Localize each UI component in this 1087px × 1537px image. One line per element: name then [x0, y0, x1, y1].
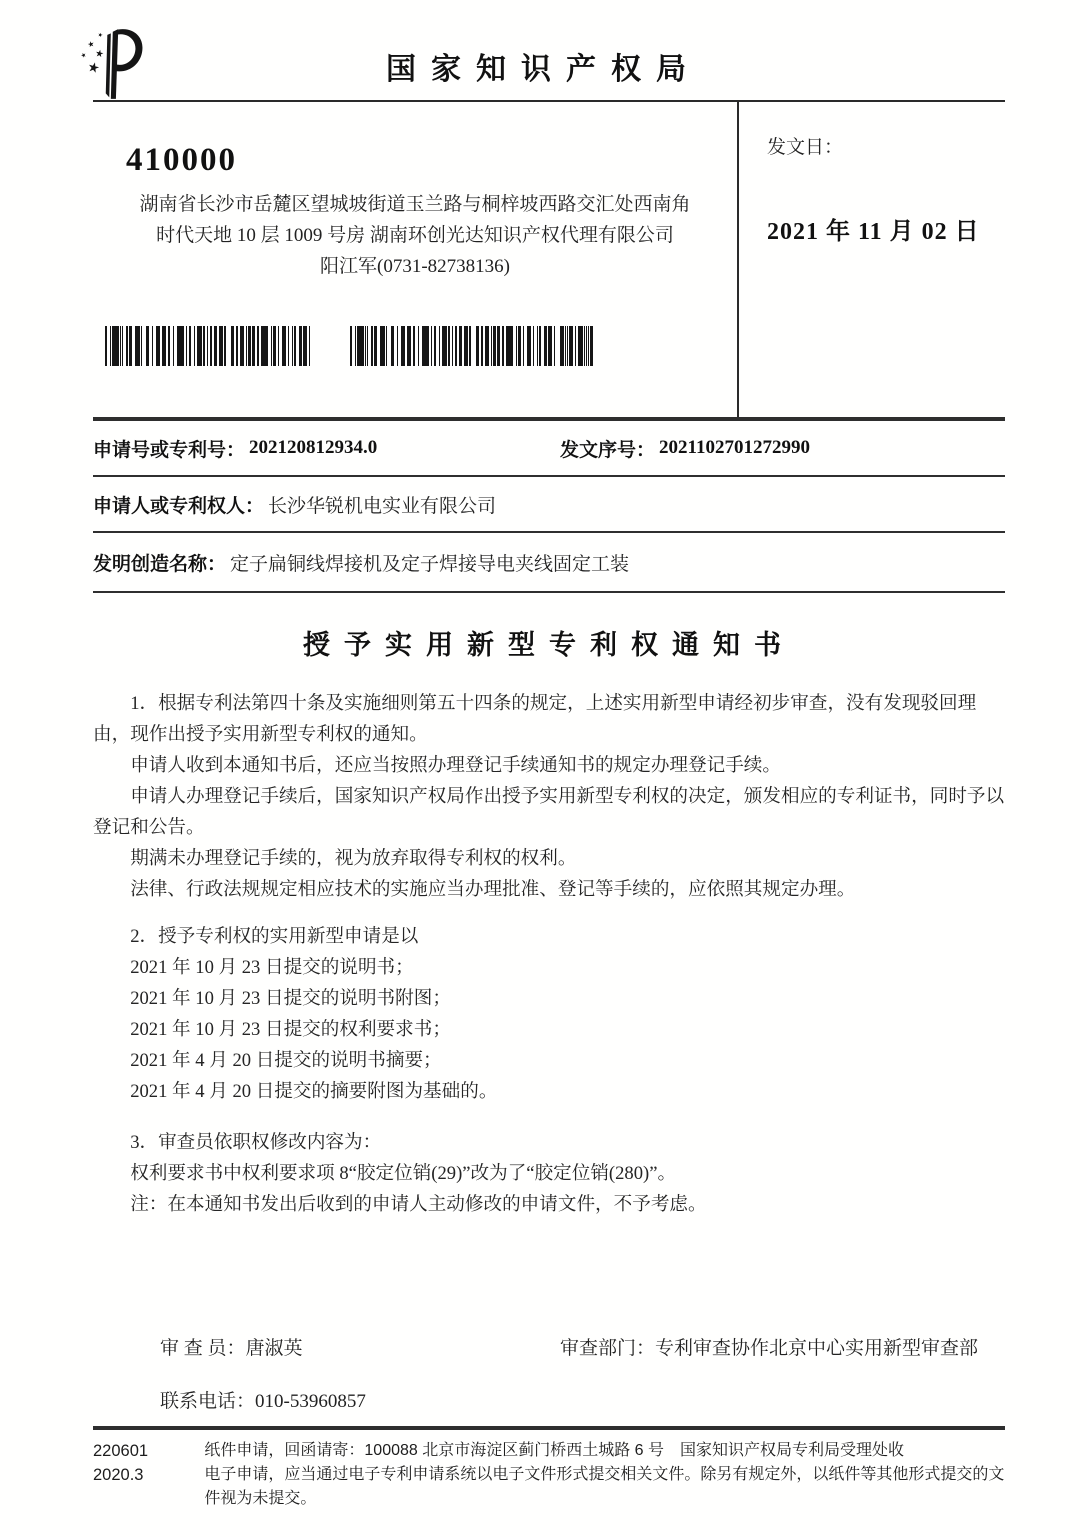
examiner-name: 唐淑英 [245, 1338, 303, 1359]
department-name: 专利审查协作北京中心实用新型审查部 [655, 1338, 979, 1359]
invention-title-value: 定子扁铜线焊接机及定子焊接导电夹线固定工装 [230, 553, 630, 575]
notice-line: 2．授予专利权的实用新型申请是以 [130, 926, 419, 947]
barcode-serial [350, 326, 593, 366]
recipient-contact: 阳江军(0731-82738136) [320, 256, 510, 277]
dispatch-serial-value: 2021102701272990 [659, 437, 810, 458]
invention-title-label: 发明创造名称： [93, 553, 227, 575]
dispatch-date-box [737, 102, 1005, 417]
applicant-value: 长沙华锐机电实业有限公司 [268, 495, 497, 517]
signature-block [93, 1333, 1005, 1417]
recipient-address-line1: 湖南省长沙市岳麓区望城坡街道玉兰路与桐梓坡西路交汇处西南角 [139, 194, 691, 215]
dispatch-date-label: 发文日： [767, 137, 844, 158]
notice-section-3 [93, 1127, 1005, 1220]
divider [93, 591, 1005, 593]
recipient-address-line2: 时代天地 10 层 1009 号房 湖南环创光达知识产权代理有限公司 [156, 225, 674, 246]
notice-line: 申请人办理登记手续后，国家知识产权局作出授予实用新型专利权的决定，颁发相应的专利证书，同时予以登记和公告。 [93, 786, 1005, 838]
document-header [0, 0, 1087, 102]
agency-title: 国家知识产权局 [386, 53, 701, 86]
notice-line: 申请人收到本通知书后，还应当按照办理登记手续通知书的规定办理登记手续。 [130, 755, 781, 776]
document-footer [93, 1426, 1005, 1511]
application-number-label: 申请号或专利号： [93, 439, 246, 461]
footer-paper-instruction: 纸件申请，回函请寄：100088 北京市海淀区蓟门桥西土城路 6 号 国家知识产权局专利局受理处收 [204, 1442, 905, 1459]
application-number-row [93, 421, 1005, 475]
invention-title-row [93, 533, 1005, 591]
notice-line: 权利要求书中权利要求项 8“胶定位销(29)”改为了“胶定位销(280)”。 [130, 1163, 677, 1184]
application-number-value: 202120812934.0 [249, 437, 378, 458]
notice-line: 注：在本通知书发出后收到的申请人主动修改的申请文件，不予考虑。 [130, 1194, 707, 1215]
department-label: 审查部门： [560, 1338, 656, 1359]
notice-section-1 [93, 688, 1005, 905]
barcode-application [105, 326, 310, 366]
notice-line: 3．审查员依职权修改内容为： [130, 1132, 382, 1153]
notice-line: 2021 年 10 月 23 日提交的权利要求书； [130, 1019, 451, 1040]
barcode-row [105, 326, 737, 366]
notice-title: 授予实用新型专利权通知书 [303, 630, 795, 660]
address-dispatch-zone [93, 102, 1005, 417]
recipient-block [93, 102, 737, 417]
applicant-row [93, 477, 1005, 531]
postal-code: 410000 [126, 142, 237, 178]
examiner-label: 审 查 员： [160, 1338, 246, 1359]
notice-line: 2021 年 10 月 23 日提交的说明书； [130, 957, 414, 978]
dispatch-date-value: 2021 年 11 月 02 日 [767, 219, 980, 245]
notice-line: 法律、行政法规规定相应技术的实施应当办理批准、登记等手续的，应依照其规定办理。 [130, 879, 856, 900]
notice-line: 1．根据专利法第四十条及实施细则第五十四条的规定，上述实用新型申请经初步审查，没有发现驳回理由，现作出授予实用新型专利权的通知。 [93, 693, 977, 745]
phone-value: 010-53960857 [255, 1391, 366, 1412]
applicant-label: 申请人或专利权人： [93, 495, 265, 517]
dispatch-serial-label: 发文序号： [560, 439, 656, 461]
notice-section-2 [93, 921, 1005, 1107]
form-version: 2020.3 [93, 1466, 144, 1484]
notice-body [93, 688, 1005, 1220]
form-code: 220601 [93, 1442, 149, 1460]
notice-line: 2021 年 4 月 20 日提交的摘要附图为基础的。 [130, 1081, 498, 1102]
notice-line: 2021 年 10 月 23 日提交的说明书附图； [130, 988, 451, 1009]
footer-electronic-instruction: 电子申请，应当通过电子专利申请系统以电子文件形式提交相关文件。除另有规定外，以纸件等其他形式提交的文件视为未提交。 [204, 1466, 1005, 1507]
notice-line: 期满未办理登记手续的，视为放弃取得专利权的权利。 [130, 848, 577, 869]
notice-line: 2021 年 4 月 20 日提交的说明书摘要； [130, 1050, 442, 1071]
phone-label: 联系电话： [160, 1391, 256, 1412]
header-divider [93, 100, 1005, 102]
